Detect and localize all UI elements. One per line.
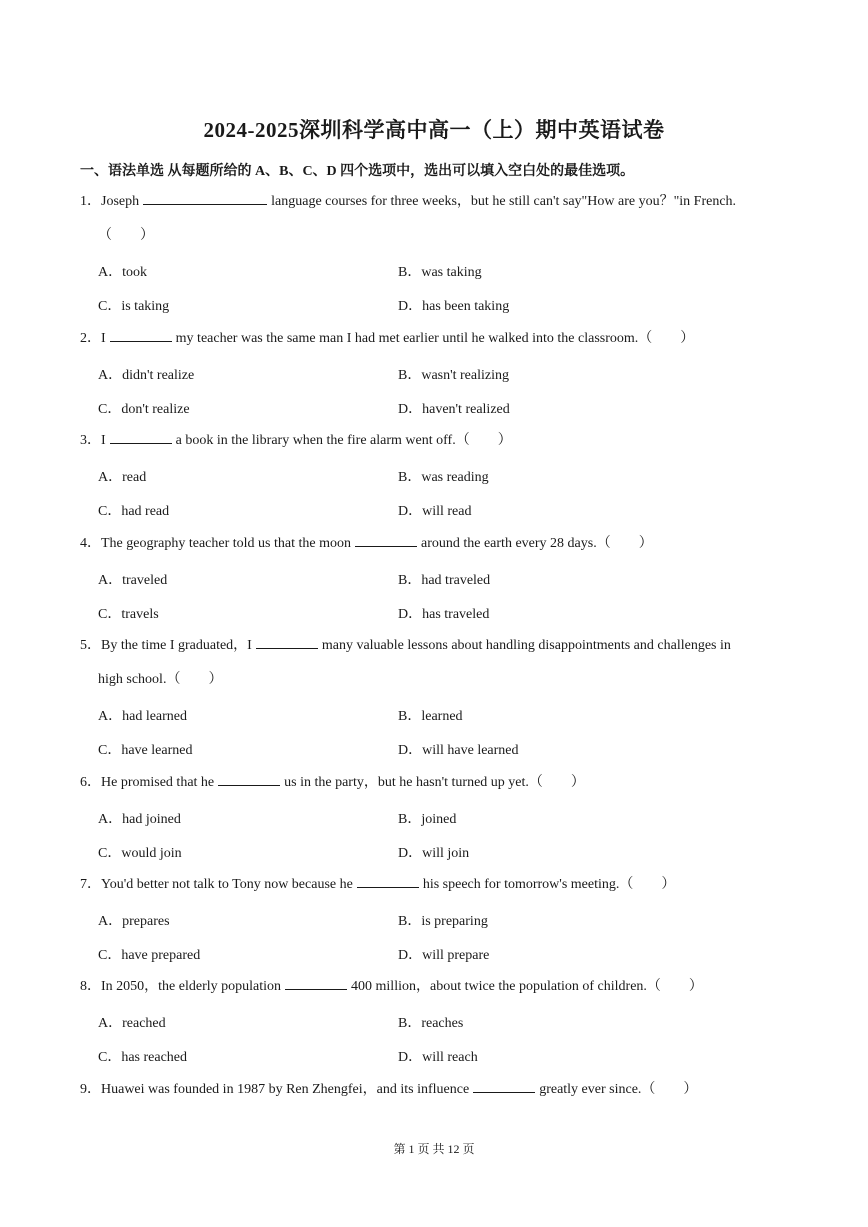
page-title: 2024-2025深圳科学高中高一（上）期中英语试卷	[203, 118, 665, 142]
question-2	[80, 322, 795, 356]
option-a[interactable]: A．had joined	[98, 812, 181, 827]
option-d[interactable]: D．will reach	[398, 1050, 478, 1065]
option-d[interactable]: D．will read	[398, 504, 472, 519]
option-b[interactable]: B．joined	[398, 812, 457, 827]
option-d[interactable]: D．has traveled	[398, 607, 490, 622]
answer-blank[interactable]	[110, 428, 172, 444]
question-continuation: （ ）	[98, 228, 154, 243]
question-text-after: 400 million，about twice the population of children.（ ）	[351, 979, 703, 994]
option-c[interactable]: C．travels	[98, 607, 159, 622]
option-a[interactable]: A．didn't realize	[98, 368, 195, 383]
question-number: 8．	[80, 979, 101, 994]
answer-blank[interactable]	[256, 633, 318, 649]
option-c[interactable]: C．have prepared	[98, 948, 201, 963]
answer-blank[interactable]	[357, 872, 419, 888]
question-3	[80, 424, 795, 458]
option-c[interactable]: C．has reached	[98, 1050, 188, 1065]
question-5	[80, 629, 795, 663]
option-d[interactable]: D．has been taking	[398, 299, 510, 314]
question-text-after: around the earth every 28 days.（ ）	[420, 536, 653, 551]
option-c[interactable]: C．would join	[98, 846, 182, 861]
question-text-after: language courses for three weeks，but he still can't say"How are you？"in French.	[271, 194, 737, 209]
answer-blank[interactable]	[473, 1077, 535, 1093]
question-number: 6．	[80, 775, 101, 790]
option-b[interactable]: B．was taking	[398, 265, 482, 280]
option-c[interactable]: C．have learned	[98, 743, 193, 758]
option-d[interactable]: D．will have learned	[398, 743, 519, 758]
answer-blank[interactable]	[110, 326, 172, 342]
option-c[interactable]: C．don't realize	[98, 402, 190, 417]
question-text-after: many valuable lessons about handling disappointments and challenges in	[321, 638, 731, 653]
option-b[interactable]: B．was reading	[398, 470, 489, 485]
question-number: 4．	[80, 536, 101, 551]
question-9	[80, 1073, 795, 1107]
question-text-after: us in the party，but he hasn't turned up yet.（ ）	[284, 775, 585, 790]
question-text-before: I	[101, 433, 106, 448]
question-text-before: He promised that he	[101, 775, 215, 790]
question-text-after: greatly ever since.（ ）	[539, 1082, 698, 1097]
question-text-after: his speech for tomorrow's meeting.（ ）	[422, 877, 676, 892]
question-number: 7．	[80, 877, 101, 892]
question-7	[80, 868, 795, 902]
answer-blank[interactable]	[285, 974, 347, 990]
question-text-before: You'd better not talk to Tony now because he	[101, 877, 353, 892]
question-text-before: By the time I graduated，I	[101, 638, 252, 653]
question-number: 1．	[80, 194, 101, 209]
option-a[interactable]: A．had learned	[98, 709, 188, 724]
answer-blank[interactable]	[143, 189, 267, 205]
option-b[interactable]: B．learned	[398, 709, 463, 724]
option-a[interactable]: A．reached	[98, 1016, 166, 1031]
question-number: 5．	[80, 638, 101, 653]
option-b[interactable]: B．is preparing	[398, 914, 488, 929]
option-a[interactable]: A．read	[98, 470, 147, 485]
option-b[interactable]: B．wasn't realizing	[398, 368, 509, 383]
question-number: 9．	[80, 1082, 101, 1097]
option-a[interactable]: A．prepares	[98, 914, 170, 929]
question-text-after: my teacher was the same man I had met earlier until he walked into the classroom.（ ）	[175, 331, 695, 346]
question-text-before: In 2050，the elderly population	[101, 979, 282, 994]
option-d[interactable]: D．haven't realized	[398, 402, 510, 417]
option-b[interactable]: B．had traveled	[398, 573, 491, 588]
question-text-before: The geography teacher told us that the moon	[101, 536, 351, 551]
question-6	[80, 766, 795, 800]
question-text-before: Huawei was founded in 1987 by Ren Zhengfei，and its influence	[101, 1082, 470, 1097]
option-c[interactable]: C．had read	[98, 504, 170, 519]
question-text-before: Joseph	[101, 194, 140, 209]
question-text-before: I	[101, 331, 106, 346]
answer-blank[interactable]	[355, 531, 417, 547]
question-1	[80, 185, 795, 219]
question-text-after: a book in the library when the fire alarm went off.（ ）	[175, 433, 512, 448]
section-heading: 一、语法单选 从每题所给的 A、B、C、D 四个选项中，选出可以填入空白处的最佳选项。	[80, 164, 635, 179]
question-8	[80, 970, 795, 1004]
option-c[interactable]: C．is taking	[98, 299, 170, 314]
option-b[interactable]: B．reaches	[398, 1016, 464, 1031]
option-d[interactable]: D．will prepare	[398, 948, 490, 963]
page-footer: 第 1 页 共 12 页	[393, 1142, 475, 1156]
question-4	[80, 527, 795, 561]
question-number: 2．	[80, 331, 101, 346]
option-a[interactable]: A．traveled	[98, 573, 168, 588]
answer-blank[interactable]	[218, 770, 280, 786]
question-number: 3．	[80, 433, 101, 448]
option-a[interactable]: A．took	[98, 265, 147, 280]
option-d[interactable]: D．will join	[398, 846, 470, 861]
question-continuation: high school.（ ）	[98, 672, 223, 687]
